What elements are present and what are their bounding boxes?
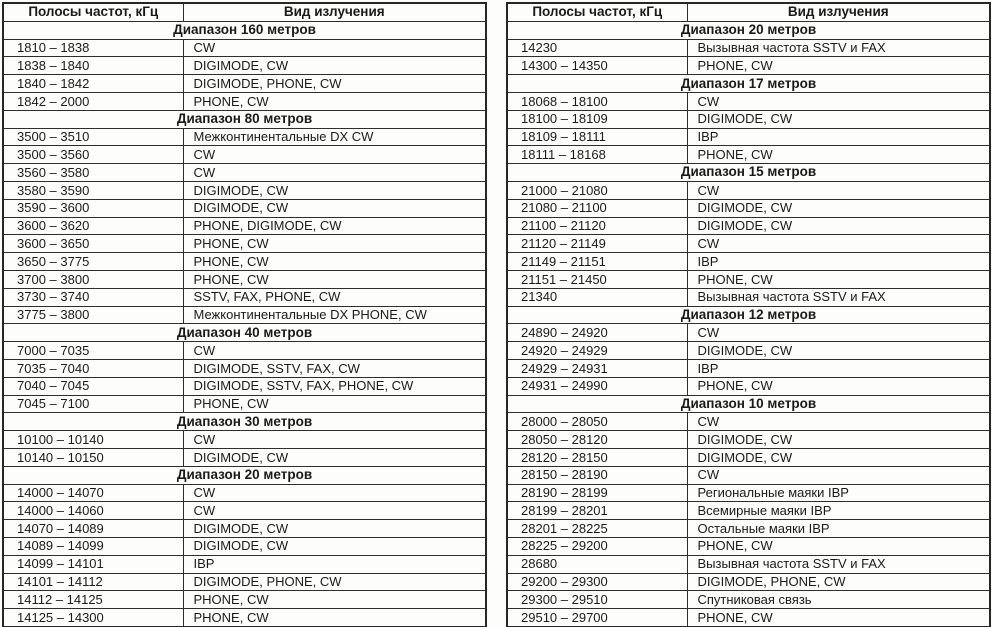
table-row: [3, 270, 486, 288]
emission-type-cell: CW: [687, 324, 990, 342]
table-row: [507, 288, 990, 306]
frequency-band-cell: 14112 – 14125: [3, 591, 183, 609]
band-section-row: [507, 164, 990, 182]
emission-type-cell: PHONE, CW: [183, 92, 486, 110]
band-table-right: [506, 2, 991, 627]
emission-type-cell: DIGIMODE, CW: [183, 57, 486, 75]
emission-type-cell: DIGIMODE, CW: [687, 110, 990, 128]
band-section-title: Диапазон 40 метров: [3, 324, 486, 342]
header-row: [3, 3, 486, 21]
frequency-band-cell: 14125 – 14300: [3, 609, 183, 627]
column-header-frequency: Полосы частот, кГц: [3, 3, 183, 21]
table-row: [3, 92, 486, 110]
table-row: [507, 431, 990, 449]
emission-type-cell: CW: [183, 39, 486, 57]
table-row: [507, 573, 990, 591]
frequency-band-cell: 24929 – 24931: [507, 359, 687, 377]
frequency-band-cell: 3730 – 3740: [3, 288, 183, 306]
emission-type-cell: DIGIMODE, CW: [183, 199, 486, 217]
table-row: [3, 253, 486, 271]
emission-type-cell: PHONE, CW: [687, 537, 990, 555]
emission-type-cell: DIGIMODE, CW: [687, 342, 990, 360]
emission-type-cell: PHONE, CW: [687, 609, 990, 627]
column-header-emission: Вид излучения: [687, 3, 990, 21]
emission-type-cell: DIGIMODE, CW: [687, 431, 990, 449]
frequency-band-cell: 10100 – 10140: [3, 431, 183, 449]
frequency-band-cell: 3775 – 3800: [3, 306, 183, 324]
band-section-row: [3, 413, 486, 431]
table-row: [3, 609, 486, 627]
emission-type-cell: Спутниковая связь: [687, 591, 990, 609]
frequency-band-cell: 10140 – 10150: [3, 448, 183, 466]
emission-type-cell: DIGIMODE, PHONE, CW: [183, 573, 486, 591]
frequency-band-cell: 3560 – 3580: [3, 164, 183, 182]
emission-type-cell: PHONE, CW: [687, 57, 990, 75]
table-body-left: [3, 21, 486, 627]
table-row: [3, 235, 486, 253]
emission-type-cell: Межконтинентальные DX CW: [183, 128, 486, 146]
frequency-band-cell: 18100 – 18109: [507, 110, 687, 128]
table-row: [3, 199, 486, 217]
frequency-band-cell: 14101 – 14112: [3, 573, 183, 591]
frequency-band-cell: 28050 – 28120: [507, 431, 687, 449]
table-row: [507, 377, 990, 395]
frequency-band-cell: 28190 – 28199: [507, 484, 687, 502]
frequency-band-cell: 7045 – 7100: [3, 395, 183, 413]
frequency-band-cell: 14230: [507, 39, 687, 57]
table-row: [507, 466, 990, 484]
table-row: [507, 448, 990, 466]
frequency-band-cell: 3700 – 3800: [3, 270, 183, 288]
table-row: [507, 270, 990, 288]
frequency-band-cell: 3500 – 3560: [3, 146, 183, 164]
table-row: [507, 537, 990, 555]
emission-type-cell: CW: [687, 235, 990, 253]
emission-type-cell: CW: [183, 146, 486, 164]
frequency-band-cell: 14099 – 14101: [3, 555, 183, 573]
emission-type-cell: Вызывная частота SSTV и FAX: [687, 555, 990, 573]
emission-type-cell: CW: [183, 484, 486, 502]
table-row: [3, 448, 486, 466]
emission-type-cell: PHONE, CW: [687, 377, 990, 395]
emission-type-cell: DIGIMODE, CW: [183, 520, 486, 538]
frequency-band-cell: 7000 – 7035: [3, 342, 183, 360]
frequency-band-cell: 14070 – 14089: [3, 520, 183, 538]
table-row: [3, 520, 486, 538]
frequency-band-cell: 14000 – 14070: [3, 484, 183, 502]
frequency-band-cell: 3600 – 3620: [3, 217, 183, 235]
frequency-band-cell: 28150 – 28190: [507, 466, 687, 484]
emission-type-cell: IBP: [687, 359, 990, 377]
table-row: [3, 377, 486, 395]
frequency-band-cell: 24890 – 24920: [507, 324, 687, 342]
frequency-band-cell: 3600 – 3650: [3, 235, 183, 253]
band-section-row: [3, 466, 486, 484]
emission-type-cell: Региональные маяки IBP: [687, 484, 990, 502]
band-table-left: [2, 2, 487, 627]
emission-type-cell: DIGIMODE, CW: [687, 199, 990, 217]
emission-type-cell: Вызывная частота SSTV и FAX: [687, 288, 990, 306]
emission-type-cell: PHONE, CW: [183, 395, 486, 413]
band-section-title: Диапазон 160 метров: [3, 21, 486, 39]
table-row: [3, 57, 486, 75]
frequency-band-cell: 21120 – 21149: [507, 235, 687, 253]
table-row: [507, 199, 990, 217]
emission-type-cell: DIGIMODE, CW: [183, 537, 486, 555]
frequency-band-cell: 21000 – 21080: [507, 181, 687, 199]
table-row: [3, 555, 486, 573]
table-row: [507, 413, 990, 431]
band-section-row: [3, 21, 486, 39]
frequency-band-cell: 21100 – 21120: [507, 217, 687, 235]
table-row: [3, 342, 486, 360]
frequency-band-cell: 28199 – 28201: [507, 502, 687, 520]
table-row: [507, 253, 990, 271]
table-row: [507, 324, 990, 342]
emission-type-cell: DIGIMODE, CW: [183, 181, 486, 199]
band-section-title: Диапазон 10 метров: [507, 395, 990, 413]
emission-type-cell: Остальные маяки IBP: [687, 520, 990, 538]
frequency-band-cell: 18068 – 18100: [507, 92, 687, 110]
frequency-band-cell: 3500 – 3510: [3, 128, 183, 146]
header-row: [507, 3, 990, 21]
band-section-title: Диапазон 15 метров: [507, 164, 990, 182]
table-row: [507, 235, 990, 253]
emission-type-cell: PHONE, CW: [183, 235, 486, 253]
band-section-row: [3, 110, 486, 128]
frequency-band-cell: 14089 – 14099: [3, 537, 183, 555]
table-row: [3, 395, 486, 413]
table-row: [3, 484, 486, 502]
emission-type-cell: CW: [687, 181, 990, 199]
frequency-band-cell: 24920 – 24929: [507, 342, 687, 360]
frequency-band-cell: 28680: [507, 555, 687, 573]
frequency-band-cell: 24931 – 24990: [507, 377, 687, 395]
emission-type-cell: SSTV, FAX, PHONE, CW: [183, 288, 486, 306]
emission-type-cell: IBP: [183, 555, 486, 573]
table-row: [3, 502, 486, 520]
table-row: [507, 57, 990, 75]
frequency-band-cell: 3590 – 3600: [3, 199, 183, 217]
frequency-band-cell: 21151 – 21450: [507, 270, 687, 288]
table-row: [3, 75, 486, 93]
frequency-band-cell: 3580 – 3590: [3, 181, 183, 199]
emission-type-cell: PHONE, CW: [687, 270, 990, 288]
table-row: [3, 181, 486, 199]
band-section-title: Диапазон 30 метров: [3, 413, 486, 431]
frequency-band-cell: 1810 – 1838: [3, 39, 183, 57]
column-header-emission: Вид излучения: [183, 3, 486, 21]
emission-type-cell: PHONE, CW: [687, 146, 990, 164]
emission-type-cell: CW: [687, 413, 990, 431]
emission-type-cell: DIGIMODE, CW: [687, 448, 990, 466]
band-section-title: Диапазон 17 метров: [507, 75, 990, 93]
frequency-band-cell: 29510 – 29700: [507, 609, 687, 627]
emission-type-cell: PHONE, CW: [183, 253, 486, 271]
table-body-right: [507, 21, 990, 627]
band-section-row: [507, 395, 990, 413]
table-row: [507, 502, 990, 520]
emission-type-cell: PHONE, DIGIMODE, CW: [183, 217, 486, 235]
table-row: [507, 146, 990, 164]
table-row: [3, 306, 486, 324]
emission-type-cell: PHONE, CW: [183, 270, 486, 288]
frequency-band-cell: 18109 – 18111: [507, 128, 687, 146]
emission-type-cell: Вызывная частота SSTV и FAX: [687, 39, 990, 57]
emission-type-cell: DIGIMODE, SSTV, FAX, PHONE, CW: [183, 377, 486, 395]
emission-type-cell: Всемирные маяки IBP: [687, 502, 990, 520]
column-header-frequency: Полосы частот, кГц: [507, 3, 687, 21]
frequency-band-cell: 14000 – 14060: [3, 502, 183, 520]
table-row: [507, 520, 990, 538]
band-section-row: [507, 306, 990, 324]
emission-type-cell: DIGIMODE, SSTV, FAX, CW: [183, 359, 486, 377]
table-row: [3, 573, 486, 591]
emission-type-cell: CW: [687, 92, 990, 110]
table-header-right: [507, 3, 990, 21]
table-row: [507, 181, 990, 199]
emission-type-cell: DIGIMODE, CW: [687, 217, 990, 235]
table-row: [3, 217, 486, 235]
band-section-title: Диапазон 20 метров: [507, 21, 990, 39]
table-row: [3, 146, 486, 164]
frequency-band-cell: 21340: [507, 288, 687, 306]
frequency-band-cell: 21080 – 21100: [507, 199, 687, 217]
table-row: [507, 39, 990, 57]
band-section-title: Диапазон 12 метров: [507, 306, 990, 324]
table-row: [3, 128, 486, 146]
frequency-band-cell: 14300 – 14350: [507, 57, 687, 75]
band-section-title: Диапазон 80 метров: [3, 110, 486, 128]
table-row: [3, 431, 486, 449]
table-row: [507, 217, 990, 235]
frequency-band-cell: 1842 – 2000: [3, 92, 183, 110]
frequency-band-cell: 28225 – 29200: [507, 537, 687, 555]
frequency-band-cell: 21149 – 21151: [507, 253, 687, 271]
table-header-left: [3, 3, 486, 21]
emission-type-cell: CW: [183, 164, 486, 182]
table-row: [3, 288, 486, 306]
frequency-band-cell: 7035 – 7040: [3, 359, 183, 377]
table-row: [507, 342, 990, 360]
emission-type-cell: PHONE, CW: [183, 609, 486, 627]
emission-type-cell: Межконтинентальные DX PHONE, CW: [183, 306, 486, 324]
emission-type-cell: DIGIMODE, CW: [183, 448, 486, 466]
emission-type-cell: DIGIMODE, PHONE, CW: [183, 75, 486, 93]
table-row: [507, 110, 990, 128]
table-row: [3, 359, 486, 377]
table-row: [507, 609, 990, 627]
emission-type-cell: IBP: [687, 128, 990, 146]
emission-type-cell: PHONE, CW: [183, 591, 486, 609]
table-row: [507, 591, 990, 609]
table-row: [3, 39, 486, 57]
frequency-band-cell: 28201 – 28225: [507, 520, 687, 538]
table-row: [507, 92, 990, 110]
table-row: [507, 555, 990, 573]
frequency-band-cell: 3650 – 3775: [3, 253, 183, 271]
table-row: [3, 164, 486, 182]
emission-type-cell: CW: [183, 431, 486, 449]
frequency-band-cell: 29300 – 29510: [507, 591, 687, 609]
band-section-row: [3, 324, 486, 342]
frequency-band-cell: 28120 – 28150: [507, 448, 687, 466]
frequency-band-cell: 7040 – 7045: [3, 377, 183, 395]
frequency-band-cell: 1838 – 1840: [3, 57, 183, 75]
emission-type-cell: IBP: [687, 253, 990, 271]
table-row: [507, 359, 990, 377]
emission-type-cell: CW: [183, 502, 486, 520]
frequency-band-cell: 28000 – 28050: [507, 413, 687, 431]
table-row: [3, 537, 486, 555]
table-row: [3, 591, 486, 609]
emission-type-cell: CW: [687, 466, 990, 484]
frequency-band-cell: 18111 – 18168: [507, 146, 687, 164]
emission-type-cell: DIGIMODE, PHONE, CW: [687, 573, 990, 591]
frequency-band-cell: 1840 – 1842: [3, 75, 183, 93]
band-section-row: [507, 21, 990, 39]
band-section-row: [507, 75, 990, 93]
emission-type-cell: CW: [183, 342, 486, 360]
table-row: [507, 128, 990, 146]
frequency-band-cell: 29200 – 29300: [507, 573, 687, 591]
table-row: [507, 484, 990, 502]
band-section-title: Диапазон 20 метров: [3, 466, 486, 484]
